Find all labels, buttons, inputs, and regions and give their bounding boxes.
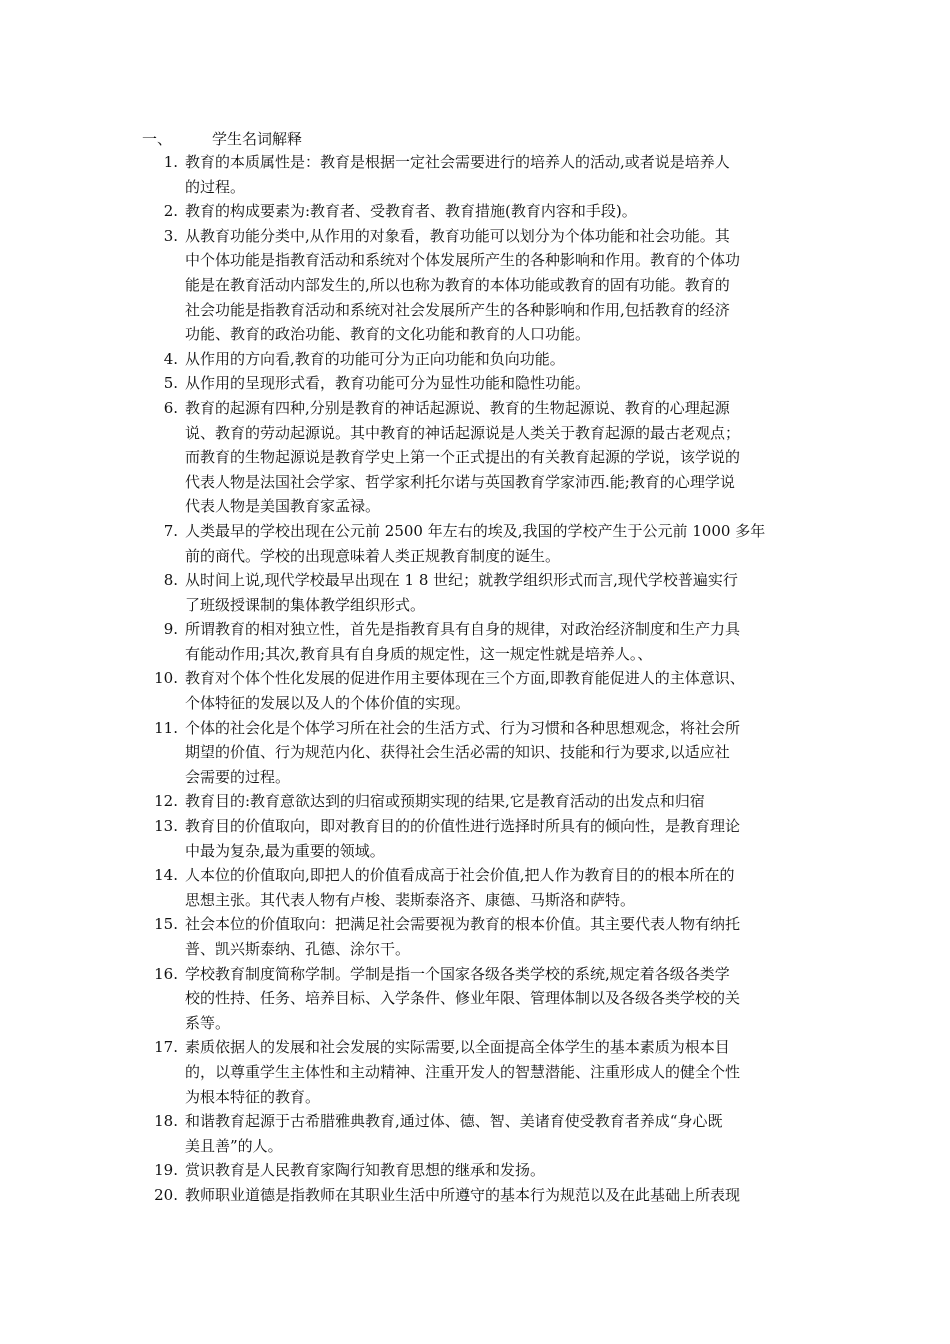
list-item [0, 617, 815, 666]
list-item [0, 519, 815, 568]
list-item-number: 16. [154, 964, 178, 983]
list-item [0, 912, 815, 961]
list-item-text: 从作用的呈现形式看，教育功能可分为显性功能和隐性功能。 [185, 374, 591, 393]
list-item-number: 14. [154, 866, 178, 885]
list-item [0, 863, 815, 912]
list-item-number: 20. [154, 1185, 178, 1204]
list-item [0, 396, 815, 519]
list-item-text: 社会本位的价值取向：把满足社会需要视为教育的根本价值。其主要代表人物有纳托 普、凯兴斯泰纳、孔德、涂尔干。 [185, 915, 741, 958]
list-item-text: 从作用的方向看,教育的功能可分为正向功能和负向功能。 [185, 349, 565, 368]
list-item-number: 8. [163, 571, 178, 590]
definition-list [0, 150, 950, 1208]
list-item [0, 1183, 815, 1208]
list-item [0, 199, 815, 224]
list-item-number: 10. [154, 669, 178, 688]
list-item [0, 224, 815, 347]
list-item-text: 教育的构成要素为:教育者、受教育者、教育措施(教育内容和手段)。 [185, 202, 637, 221]
list-item-text: 和谐教育起源于古希腊雅典教育,通过体、德、智、美诸育使受教育者养成“身心既 美且善”的人。 [185, 1112, 723, 1155]
list-item [0, 371, 815, 396]
list-item-number: 1. [163, 153, 178, 171]
list-item-text: 教育的本质属性是：教育是根据一定社会需要进行的培养人的活动,或者说是培养人 的过程。 [185, 153, 730, 196]
list-item-number: 4. [163, 349, 178, 368]
list-item [0, 150, 815, 199]
list-item [0, 716, 815, 790]
list-item-number: 3. [163, 226, 178, 245]
section-number: 一、 [142, 130, 173, 148]
list-item-number: 6. [163, 398, 178, 417]
list-item-number: 18. [154, 1112, 178, 1131]
list-item [0, 1158, 815, 1183]
list-item-number: 17. [154, 1038, 178, 1057]
list-item-text: 教师职业道德是指教师在其职业生活中所遵守的基本行为规范以及在此基础上所表现 [185, 1185, 741, 1204]
list-item [0, 568, 815, 617]
list-item-number: 19. [154, 1161, 178, 1180]
list-item-text: 从时间上说,现代学校最早出现在 1 8 世纪；就教学组织形式而言,现代学校普遍实行 了班级授课制的集体教学组织形式。 [185, 571, 738, 614]
list-item-text: 人类最早的学校出现在公元前 2500 年左右的埃及,我国的学校产生于公元前 1000 多年 前的商代。学校的出现意味着人类正规教育制度的诞生。 [185, 521, 766, 565]
list-item [0, 666, 815, 715]
list-item-text: 教育目的:教育意欲达到的归宿或预期实现的结果,它是教育活动的出发点和归宿 [185, 792, 705, 811]
list-item-number: 9. [163, 620, 178, 639]
list-item-text: 个体的社会化是个体学习所在社会的生活方式、行为习惯和各种思想观念，将社会所 期望的价值、行为规范内化、获得社会生活必需的知识、技能和行为要求,以适应社 会需要的过程。 [185, 718, 741, 786]
list-item-text: 从教育功能分类中,从作用的对象看，教育功能可以划分为个体功能和社会功能。其 中个体功能是指教育活动和系统对个体发展所产生的各种影响和作用。教育的个体功 能是在教育活动内部发生的,所以也称为教育的本体功能或教育的固有功能。教育的 社会功能是指教育活动和系统对社会发展所产生的各种影响和作用,包括教育的经济 功能、教育的政治功能、教育的文化功能和教育的人口功能。 [185, 226, 741, 344]
section-title: 学生名词解释 [212, 130, 303, 148]
list-item-number: 12. [154, 792, 178, 811]
list-item-text: 学校教育制度简称学制。学制是指一个国家各级各类学校的系统,规定着各级各类学 校的性持、任务、培养目标、入学条件、修业年限、管理体制以及各级各类学校的关 系等。 [185, 964, 741, 1032]
section-heading [142, 128, 302, 150]
list-item-text: 教育目的价值取向，即对教育目的的价值性进行选择时所具有的倾向性，是教育理论 中最为复杂,最为重要的领域。 [185, 817, 741, 860]
list-item-text: 教育的起源有四种,分别是教育的神话起源说、教育的生物起源说、教育的心理起源 说、教育的劳动起源说。其中教育的神话起源说是人类关于教育起源的最古老观点； 而教育的生物起源说是教育学史上第一个正式提出的有关教育起源的学说，该学说的 代表人物是法国社会学家、哲学家利托尔诺与英国教育学家沛西.能;教育的心理学说 代表人物是美国教育家孟禄。 [185, 398, 741, 516]
list-item [0, 1109, 815, 1158]
list-item [0, 347, 815, 372]
list-item-number: 15. [154, 915, 178, 934]
list-item-number: 5. [163, 374, 178, 393]
list-item [0, 1035, 815, 1109]
list-item-number: 7. [163, 521, 178, 540]
list-item-text: 所谓教育的相对独立性，首先是指教育具有自身的规律，对政治经济制度和生产力具 有能动作用;其次,教育具有自身质的规定性，这一规定性就是培养人。、 [185, 620, 741, 663]
list-item-text: 赏识教育是人民教育家陶行知教育思想的继承和发扬。 [185, 1161, 546, 1180]
list-item-number: 11. [154, 718, 178, 737]
list-item-number: 2. [163, 202, 178, 221]
list-item [0, 789, 815, 814]
list-item-text: 素质依据人的发展和社会发展的实际需要,以全面提高全体学生的基本素质为根本目 的，以尊重学生主体性和主动精神、注重开发人的智慧潜能、注重形成人的健全个性 为根本特征的教育。 [185, 1038, 741, 1106]
list-item-text: 人本位的价值取向,即把人的价值看成高于社会价值,把人作为教育目的的根本所在的 思想主张。其代表人物有卢梭、裴斯泰洛齐、康德、马斯洛和萨特。 [185, 866, 735, 909]
list-item-text: 教育对个体个性化发展的促进作用主要体现在三个方面,即教育能促进人的主体意识、 个体特征的发展以及人的个体价值的实现。 [185, 669, 745, 713]
list-item [0, 814, 815, 863]
list-item [0, 962, 815, 1036]
list-item-number: 13. [154, 817, 178, 836]
